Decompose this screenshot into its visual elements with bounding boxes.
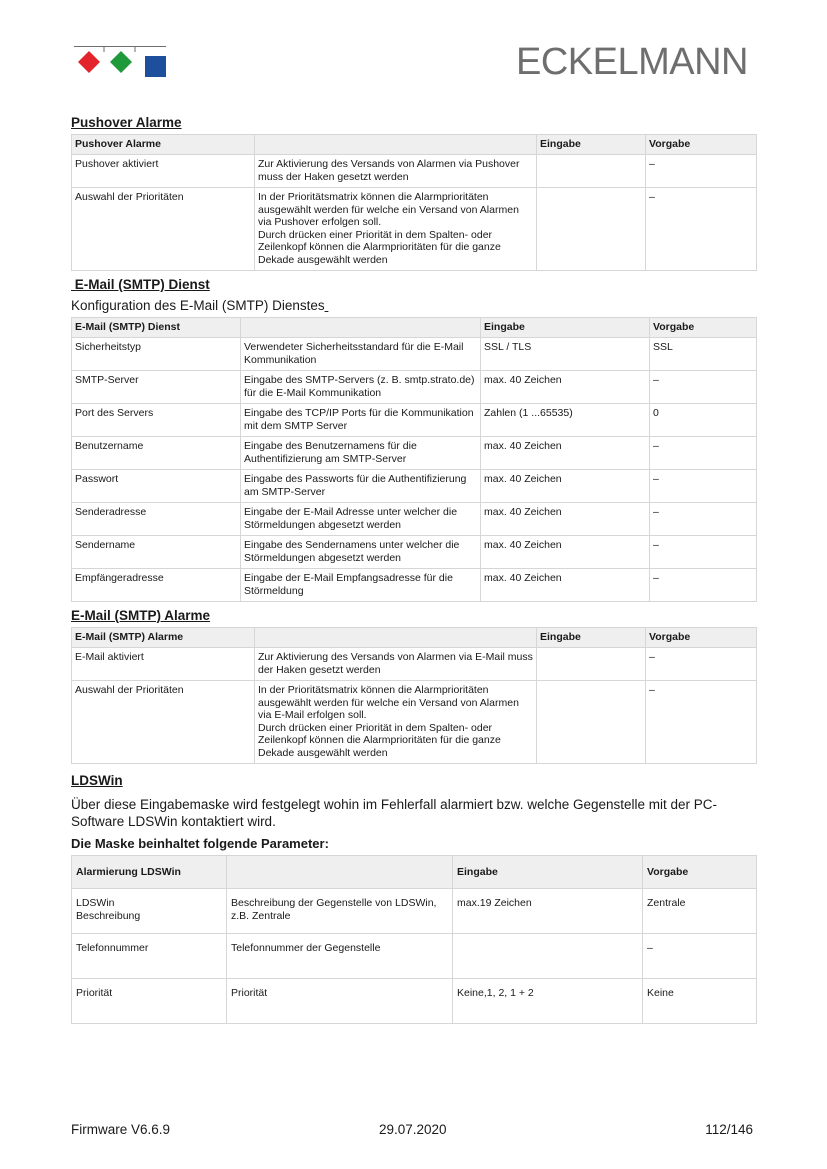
table-cell: Eingabe des TCP/IP Ports für die Kommunikation mit dem SMTP Server: [241, 404, 481, 437]
table-cell: Priorität: [227, 979, 453, 1024]
table-cell: 0: [650, 404, 757, 437]
footer-date: 29.07.2020: [379, 1122, 447, 1137]
table-row: [72, 404, 757, 437]
table-cell: –: [646, 155, 757, 188]
table-row: [72, 648, 757, 681]
column-header: Eingabe: [453, 856, 643, 889]
page-content: [71, 115, 756, 1024]
table-cell: Eingabe des Benutzernamens für die Authentifizierung am SMTP-Server: [241, 437, 481, 470]
table-row: [72, 889, 757, 934]
table-row: [72, 338, 757, 371]
table-cell: –: [646, 648, 757, 681]
pushover-table: [71, 134, 757, 271]
table-body: [72, 648, 757, 764]
table-cell: In der Prioritätsmatrix können die Alarmprioritäten ausgewählt werden für welche ein Versand von Alarmen via E-Mail erfolgen soll. Durch drücken einer Priorität in dem Spalten- oder Zeilenkopf können die Alarmprioritäten für die ganze Dekade ausgewählt werden: [255, 681, 537, 764]
column-header: Vorgabe: [650, 318, 757, 338]
table-cell: [537, 648, 646, 681]
table-cell: SSL / TLS: [481, 338, 650, 371]
smtp-service-heading: E-Mail (SMTP) Dienst: [71, 277, 210, 292]
column-header: Eingabe: [537, 628, 646, 648]
table-header-row: [72, 856, 757, 889]
table-cell: max. 40 Zeichen: [481, 470, 650, 503]
column-header: [241, 318, 481, 338]
ldswin-table: [71, 855, 757, 1024]
ldswin-subhead: Die Maske beinhaltet folgende Parameter:: [71, 836, 329, 851]
ldswin-intro: Über diese Eingabemaske wird festgelegt wohin im Fehlerfall alarmiert bzw. welche Gegenstelle mit der PC-Software LDSWin kontaktiert wird.: [71, 797, 718, 829]
table-cell: Passwort: [72, 470, 241, 503]
table-cell: –: [650, 569, 757, 602]
table-cell: Eingabe der E-Mail Adresse unter welcher die Störmeldungen abgesetzt werden: [241, 503, 481, 536]
table-cell: max. 40 Zeichen: [481, 503, 650, 536]
table-row: [72, 155, 757, 188]
table-cell: SMTP-Server: [72, 371, 241, 404]
column-header: [255, 135, 537, 155]
table-cell: [453, 934, 643, 979]
table-cell: Telefonnummer: [72, 934, 227, 979]
table-row: [72, 371, 757, 404]
table-cell: SSL: [650, 338, 757, 371]
footer-page-number: 112/146: [705, 1122, 753, 1137]
table-cell: max. 40 Zeichen: [481, 536, 650, 569]
smtp-intro-text: Konfiguration des E-Mail (SMTP) Dienstes: [71, 298, 325, 313]
column-header: Vorgabe: [643, 856, 757, 889]
company-logo: [74, 46, 166, 78]
table-cell: Zur Aktivierung des Versands von Alarmen via E-Mail muss der Haken gesetzt werden: [255, 648, 537, 681]
table-cell: LDSWin Beschreibung: [72, 889, 227, 934]
ldswin-heading: LDSWin: [71, 773, 123, 788]
table-cell: Zentrale: [643, 889, 757, 934]
column-header: E-Mail (SMTP) Dienst: [72, 318, 241, 338]
table-cell: max. 40 Zeichen: [481, 569, 650, 602]
table-cell: –: [643, 934, 757, 979]
brand-wordmark: ECKELMANN: [516, 41, 748, 83]
table-cell: –: [650, 470, 757, 503]
table-cell: Sicherheitstyp: [72, 338, 241, 371]
table-row: [72, 979, 757, 1024]
table-row: [72, 681, 757, 764]
table-cell: Auswahl der Prioritäten: [72, 188, 255, 271]
column-header: [255, 628, 537, 648]
table-cell: [537, 681, 646, 764]
table-cell: E-Mail aktiviert: [72, 648, 255, 681]
column-header: Vorgabe: [646, 135, 757, 155]
table-header-row: [72, 318, 757, 338]
table-body: [72, 155, 757, 271]
table-body: [72, 889, 757, 1024]
table-cell: Pushover aktiviert: [72, 155, 255, 188]
table-cell: –: [650, 371, 757, 404]
column-header: E-Mail (SMTP) Alarme: [72, 628, 255, 648]
table-cell: Senderadresse: [72, 503, 241, 536]
table-row: [72, 934, 757, 979]
table-cell: Keine: [643, 979, 757, 1024]
table-row: [72, 437, 757, 470]
table-cell: Eingabe des Sendernamens unter welcher die Störmeldungen abgesetzt werden: [241, 536, 481, 569]
table-row: [72, 503, 757, 536]
smtp-intro: [71, 297, 756, 314]
smtp-alarms-table: [71, 627, 757, 764]
table-cell: Zur Aktivierung des Versands von Alarmen via Pushover muss der Haken gesetzt werden: [255, 155, 537, 188]
table-cell: –: [650, 536, 757, 569]
table-cell: Zahlen (1 ...65535): [481, 404, 650, 437]
logo-mark-icon: [74, 46, 166, 78]
table-cell: Benutzername: [72, 437, 241, 470]
table-row: [72, 569, 757, 602]
table-cell: max.19 Zeichen: [453, 889, 643, 934]
column-header: Vorgabe: [646, 628, 757, 648]
table-row: [72, 536, 757, 569]
smtp-service-table: [71, 317, 757, 602]
table-cell: –: [650, 437, 757, 470]
table-cell: Verwendeter Sicherheitsstandard für die E-Mail Kommunikation: [241, 338, 481, 371]
table-row: [72, 188, 757, 271]
table-cell: [537, 155, 646, 188]
table-cell: –: [646, 681, 757, 764]
pushover-heading: Pushover Alarme: [71, 115, 182, 130]
table-cell: Priorität: [72, 979, 227, 1024]
table-cell: Auswahl der Prioritäten: [72, 681, 255, 764]
table-cell: Eingabe des SMTP-Servers (z. B. smtp.strato.de) für die E-Mail Kommunikation: [241, 371, 481, 404]
column-header: Pushover Alarme: [72, 135, 255, 155]
table-cell: Keine,1, 2, 1 + 2: [453, 979, 643, 1024]
table-header-row: [72, 628, 757, 648]
smtp-alarms-heading: E-Mail (SMTP) Alarme: [71, 608, 211, 623]
table-cell: In der Prioritätsmatrix können die Alarmprioritäten ausgewählt werden für welche ein Versand von Alarmen via Pushover erfolgen soll. Durch drücken einer Priorität in dem Spalten- oder Zeilenkopf können die Alarmprioritäten für die ganze Dekade ausgewählt werden: [255, 188, 537, 271]
table-cell: max. 40 Zeichen: [481, 437, 650, 470]
column-header: Eingabe: [481, 318, 650, 338]
footer-firmware: Firmware V6.6.9: [71, 1122, 171, 1137]
table-header-row: [72, 135, 757, 155]
table-body: [72, 338, 757, 602]
table-cell: –: [650, 503, 757, 536]
table-cell: Telefonnummer der Gegenstelle: [227, 934, 453, 979]
table-cell: Eingabe der E-Mail Empfangsadresse für die Störmeldung: [241, 569, 481, 602]
table-cell: Port des Servers: [72, 404, 241, 437]
column-header: Alarmierung LDSWin: [72, 856, 227, 889]
column-header: Eingabe: [537, 135, 646, 155]
table-cell: Beschreibung der Gegenstelle von LDSWin, z.B. Zentrale: [227, 889, 453, 934]
table-cell: max. 40 Zeichen: [481, 371, 650, 404]
table-cell: [537, 188, 646, 271]
column-header: [227, 856, 453, 889]
table-cell: Sendername: [72, 536, 241, 569]
table-cell: –: [646, 188, 757, 271]
table-cell: Eingabe des Passworts für die Authentifizierung am SMTP-Server: [241, 470, 481, 503]
table-row: [72, 470, 757, 503]
table-cell: Empfängeradresse: [72, 569, 241, 602]
